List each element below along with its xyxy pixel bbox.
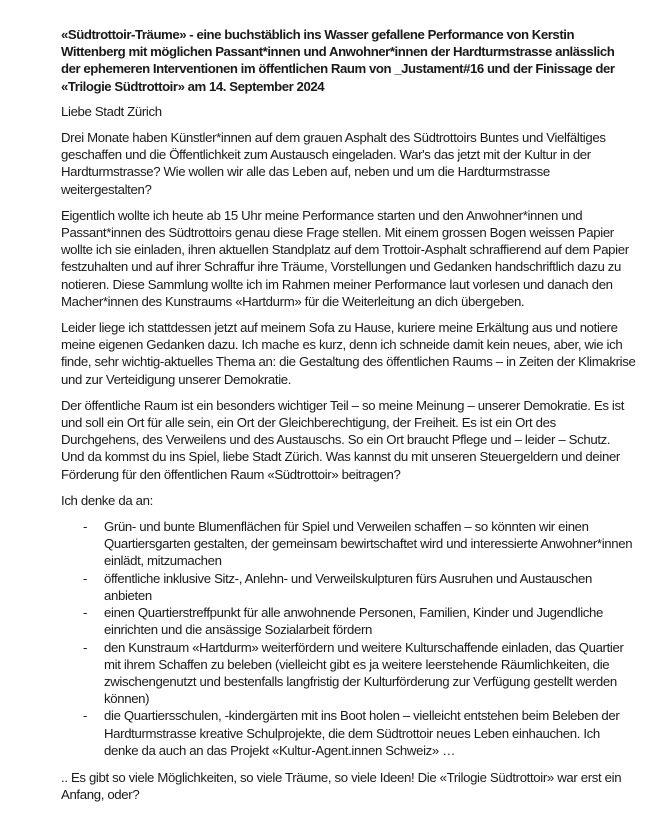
paragraph-performance-plan: Eigentlich wollte ich heute ab 15 Uhr meine Performance starten und den Anwohner*innen und Passant*innen des Südtrottoirs genau diese Frage stellen. Mit einem grossen Bogen weissen Papier wollte ich sie einladen, ihren aktuellen Standplatz auf dem Trottoir-Asphalt schraffierend auf dem Papier festzuhalten und auf ihrer Schraffur ihre Träume, Vorstellungen und Gedanken handschriftlich dazu zu notieren. Diese Sammlung wollte ich im Rahmen meiner Performance laut vorlesen und danach den Macher*innen des Kunstraums «Hartdurm» für die Weiterleitung an dich übergeben. xyxy=(61,207,629,309)
list-item-text: den Kunstraum «Hartdurm» weiterfördern und weitere Kulturschaffende einladen, das Quartier mit ihrem Schaffen zu beleben (vielleicht gibt es ja weitere leerstehende Räumlichkeiten, die zwischengenutzt und bestenfalls langfristig der Kulturförderung zur Verfügung gestellt werden können) xyxy=(104,639,624,707)
paragraph-public-space: Der öffentliche Raum ist ein besonders wichtiger Teil – so meine Meinung – unserer Demokratie. Es ist und soll ein Ort für alle sein, ein Ort der Gleichberechtigung, der Freiheit. Es ist ein Ort des Durchgehens, des Verweilens und des Austauschs. So ein Ort braucht Pflege und – leider – Schutz. Und da kommst du ins Spiel, liebe Stadt Zürich. Was kannst du mit unseren Steuergeldern und deiner Förderung für den öffentlichen Raum «Südtrottoir» beitragen? xyxy=(61,397,625,482)
list-item-text: öffentliche inklusive Sitz-, Anlehn- und Verweilskulpturen fürs Ausruhen und Austauschen anbieten xyxy=(104,570,592,603)
list-item xyxy=(61,518,636,570)
closing-paragraph: .. Es gibt so viele Möglichkeiten, so viele Träume, so viele Ideen! Die «Trilogie Südtrottoir» war erst ein Anfang, oder? xyxy=(61,769,622,803)
salutation: Liebe Stadt Zürich xyxy=(61,103,162,119)
ideas-list xyxy=(61,518,636,759)
list-bullet: - xyxy=(83,639,88,655)
list-item xyxy=(61,570,636,604)
list-item-text: Grün- und bunte Blumenflächen für Spiel und Verweilen schaffen – so könnten wir einen Quartiersgarten gestalten, der gemeinsam bewirtschaftet wird und interessierte Anwohner*innen einlädt, mitzumachen xyxy=(104,519,633,569)
list-item xyxy=(61,639,636,708)
document-page xyxy=(61,26,636,812)
paragraph-illness: Leider liege ich stattdessen jetzt auf meinem Sofa zu Hause, kuriere meine Erkältung aus und notiere meine eigenen Gedanken dazu. Ich mache es kurz, denn ich schneide damit kein neues, aber, wie ich finde, sehr wichtig-aktuelles Thema an: die Gestaltung des öffentlichen Raums – in Zeiten der Klimakrise und zur Verteidigung unserer Demokratie. xyxy=(61,320,636,387)
paragraph-list-intro: Ich denke da an: xyxy=(61,492,153,508)
document-title: «Südtrottoir-Träume» - eine buchstäblich ins Wasser gefallene Performance von Kerstin Wittenberg mit möglichen Passant*innen und Anwohner*innen der Hardturmstrasse anlässlich der ephemeren Interventionen im öffentlichen Raum von _Justament#16 und der Finissage der «Trilogie Südtrottoir» am 14. September 2024 xyxy=(61,27,615,94)
list-item-text: einen Quartierstreffpunkt für alle anwohnende Personen, Familien, Kinder und Jugendliche einrichten und die ansässige Sozialarbeit fördern xyxy=(104,605,603,638)
list-bullet: - xyxy=(83,570,88,586)
list-item xyxy=(61,604,636,638)
paragraph-intro: Drei Monate haben Künstler*innen auf dem grauen Asphalt des Südtrottoirs Buntes und Vielfältiges geschaffen und die Öffentlichkeit zum Austausch eingeladen. War's das jetzt mit der Kultur in der Hardturmstrasse? Wie wollen wir alle das Leben auf, neben und um die Hardturmstrasse weitergestalten? xyxy=(61,130,606,197)
list-item xyxy=(61,707,636,759)
list-bullet: - xyxy=(83,708,88,724)
list-bullet: - xyxy=(83,605,88,621)
list-bullet: - xyxy=(83,519,88,535)
list-item-text: die Quartiersschulen, -kindergärten mit ins Boot holen – vielleicht entstehen beim Beleben der Hardturmstrasse kreative Schulprojekte, die dem Südtrottoir neues Leben einhauchen. Ich denke da auch an das Projekt «Kultur-Agent.innen Schweiz» … xyxy=(104,708,620,758)
